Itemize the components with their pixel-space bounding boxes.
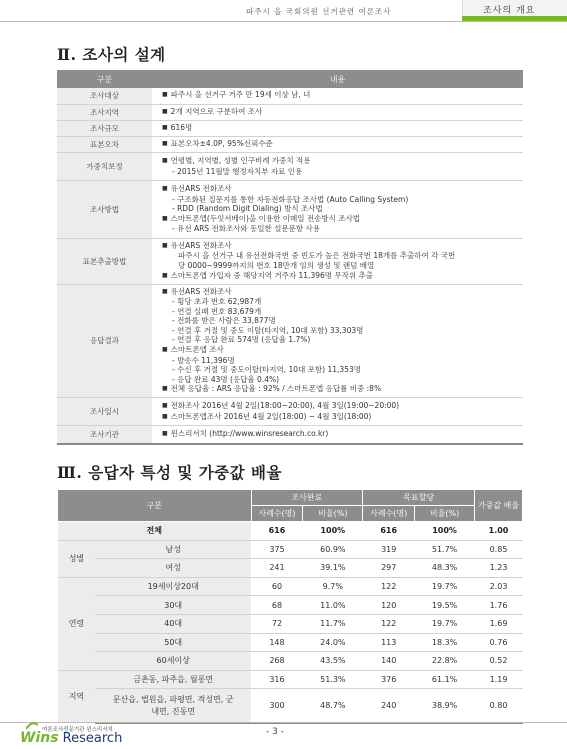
row-label: 50대: [95, 633, 251, 652]
cell: 300: [251, 689, 303, 723]
cell: 122: [363, 577, 415, 596]
row-label: 조사규모: [57, 120, 152, 136]
table-row: [57, 88, 523, 104]
section3-title-text: 응답자 특성 및 가중값 배율: [88, 464, 282, 482]
cell: 22.8%: [415, 652, 475, 671]
cell: 0.52: [475, 652, 523, 671]
logo-caption: 여론조사전문기관 윈스리서치: [42, 727, 113, 733]
content-subline: - 수신 후 거절 및 중도이탈(타지역, 10대 포함) 11,353명: [162, 365, 517, 375]
header-tab-label: 조사의 개요: [483, 6, 536, 16]
content-line: ■ 스마트폰앱(두잇서베이)을 이용한 이메일 전송방식 조사법: [162, 214, 517, 225]
cell: 0.80: [475, 689, 523, 723]
cell: 1.00: [475, 522, 523, 541]
content-line: ■ 유선ARS 전화조사: [162, 241, 517, 252]
content-subline: - 전화를 받은 사람은 33,877명: [162, 316, 517, 326]
done-ratio-header: 비율(%): [303, 506, 363, 522]
row-label: 남성: [95, 540, 251, 559]
row-label: 30대: [95, 596, 251, 615]
cell: 100%: [415, 522, 475, 541]
header-tab: [462, 0, 567, 16]
cell: 376: [363, 670, 415, 689]
cell: 48.7%: [303, 689, 363, 723]
cell: 51.7%: [415, 540, 475, 559]
cell: 43.5%: [303, 652, 363, 671]
row-label: 여성: [95, 559, 251, 578]
cell: 316: [251, 670, 303, 689]
content-subline: - 횡당 초과 번호 62,987개: [162, 297, 517, 307]
content-subline: - 연결 실패 번호 83,679개: [162, 307, 517, 317]
cell: 268: [251, 652, 303, 671]
content-subline: - 유선 ARS 전화조사와 동일한 설문문항 사용: [162, 224, 517, 234]
table-row: [58, 540, 523, 559]
content-line: ■ 파주시 을 선거구 거주 만 19세 이상 남, 녀: [162, 90, 517, 101]
section3-title: [57, 461, 282, 483]
content-line: ■ 스마트폰앱조사 2016년 4월 2일(18:00) ~ 4월 3일(18:00): [162, 412, 517, 423]
group-label: 성별: [58, 540, 96, 577]
row-label: 문산읍, 법원읍, 파평면, 적성면, 군내면, 진동면: [95, 689, 251, 723]
content-line: ■ 2개 지역으로 구분하여 조사: [162, 107, 517, 118]
table-row: [58, 689, 523, 723]
cell: 51.3%: [303, 670, 363, 689]
cell: 240: [363, 689, 415, 723]
table-row: [58, 559, 523, 578]
content-subline: - 구조화된 질문지를 통한 자동전화응답 조사법 (Auto Calling System): [162, 195, 517, 205]
cell: 120: [363, 596, 415, 615]
content-line: ■ 스마트폰앱 가입자 중 해당지역 거주자 11,396명 무작위 추출: [162, 271, 517, 282]
cell: 38.9%: [415, 689, 475, 723]
page-number: - 3 -: [266, 727, 284, 737]
survey-design-table: [57, 70, 523, 445]
cell: 61.1%: [415, 670, 475, 689]
table-row: [57, 238, 523, 284]
cell: 19.7%: [415, 577, 475, 596]
respondent-table: [57, 489, 523, 724]
group-label: 지역: [58, 670, 96, 723]
logo-swoosh-icon: [26, 722, 38, 730]
table-row: [57, 136, 523, 152]
content-subline: 당 0000~9999까지의 번호 18만개 임의 생성 및 랜덤 배열: [178, 261, 375, 270]
table-row: [57, 426, 523, 444]
header-subtitle: 파주시 을 국회의원 선거관련 여론조사: [246, 7, 392, 16]
row-label: 조사방법: [57, 180, 152, 238]
category-header: 구분: [58, 490, 252, 522]
cell: 241: [251, 559, 303, 578]
content-subline: - 발송수 11,396명: [162, 356, 517, 366]
table-row: [57, 120, 523, 136]
cell: 140: [363, 652, 415, 671]
row-label: 조사지역: [57, 104, 152, 120]
content-subline: - 연결 후 응답 완료 574명 (응답율 1.7%): [162, 335, 517, 345]
done-header: 조사완료: [251, 490, 363, 506]
row-label: 가중치보정: [57, 152, 152, 180]
content-line: ■ 스마트폰앱 조사: [162, 345, 517, 356]
cell: 1.69: [475, 614, 523, 633]
cell: 24.0%: [303, 633, 363, 652]
group-label: 연령: [58, 577, 96, 670]
cell: 68: [251, 596, 303, 615]
cell: 48.3%: [415, 559, 475, 578]
content-subline: 파주시 을 선거구 내 유선전화국번 중 빈도가 높은 전화국번 18개를 추출하여 각 국번: [178, 251, 456, 261]
cell: 297: [363, 559, 415, 578]
footer-divider: [0, 722, 567, 723]
cell: 19.7%: [415, 614, 475, 633]
cell: 113: [363, 633, 415, 652]
content-line: ■ 전체 응답율 : ARS 응답율 : 92% / 스마트폰앱 응답률 비중 :8%: [162, 384, 517, 395]
table-row: [58, 652, 523, 671]
cell: 19.5%: [415, 596, 475, 615]
row-label: 조사기관: [57, 426, 152, 444]
logo-research: Research: [58, 731, 123, 746]
cell: 100%: [303, 522, 363, 541]
table-row: [57, 152, 523, 180]
cell: 0.85: [475, 540, 523, 559]
weight-header: 가중값 배율: [475, 490, 523, 522]
header-divider: [0, 21, 567, 22]
cell: 148: [251, 633, 303, 652]
content-subline: - 연결 후 거절 및 중도 이탈(타지역, 10대 포함) 33,303명: [162, 326, 517, 336]
table-row: [58, 596, 523, 615]
section2-numeral: Ⅱ.: [57, 45, 77, 64]
content-line: ■ 윈스리서치 (http://www.winsresearch.co.kr): [162, 429, 517, 440]
row-label: 조사대상: [57, 88, 152, 104]
cell: 616: [363, 522, 415, 541]
section2-title-text: 조사의 설계: [82, 46, 166, 64]
content-line: ■ 연령별, 지역별, 성별 인구비례 가중치 적용: [162, 156, 517, 167]
cell: 18.3%: [415, 633, 475, 652]
table-row: [57, 180, 523, 238]
target-header: 목표할당: [363, 490, 475, 506]
col-category-header: 구분: [57, 70, 152, 88]
cell: 60.9%: [303, 540, 363, 559]
row-label: 표본오차: [57, 136, 152, 152]
table-row: [58, 670, 523, 689]
row-label: 금촌동, 파주읍, 월롱면: [95, 670, 251, 689]
cell: 1.19: [475, 670, 523, 689]
cell: 1.76: [475, 596, 523, 615]
section3-numeral: Ⅲ.: [57, 463, 83, 482]
total-row: [58, 522, 523, 541]
cell: 122: [363, 614, 415, 633]
content-line: ■ 표본오차±4.0P, 95%신뢰수준: [162, 139, 517, 150]
col-content-header: 내용: [152, 70, 523, 88]
cell: 319: [363, 540, 415, 559]
cell: 616: [251, 522, 303, 541]
content-line: ■ 전화조사 2016년 4월 2일(18:00~20:00), 4월 3일(19:00~20:00): [162, 401, 517, 412]
row-label: 19세이상20대: [95, 577, 251, 596]
content-subline: - 2015년 11월말 행정자치부 자료 인용: [162, 167, 517, 177]
done-cases-header: 사례수(명): [251, 506, 303, 522]
cell: 2.03: [475, 577, 523, 596]
content-line: ■ 616명: [162, 123, 517, 134]
section2-title: [57, 43, 166, 65]
content-subline: - 응답 완료 43명 (응답율 0.4%): [162, 375, 517, 385]
cell: 60: [251, 577, 303, 596]
table-row: [58, 577, 523, 596]
row-label: 조사일시: [57, 398, 152, 426]
row-label: 응답결과: [57, 284, 152, 398]
table-row: [58, 633, 523, 652]
cell: 375: [251, 540, 303, 559]
logo-wins: Wins: [20, 730, 59, 746]
wins-research-logo: [20, 730, 122, 746]
target-ratio-header: 비율(%): [415, 506, 475, 522]
row-label: 40대: [95, 614, 251, 633]
cell: 39.1%: [303, 559, 363, 578]
table-row: [57, 284, 523, 398]
total-label: 전체: [58, 522, 252, 541]
target-cases-header: 사례수(명): [363, 506, 415, 522]
cell: 0.76: [475, 633, 523, 652]
cell: 1.23: [475, 559, 523, 578]
table-row: [57, 398, 523, 426]
cell: 9.7%: [303, 577, 363, 596]
cell: 11.0%: [303, 596, 363, 615]
content-line: ■ 유선ARS 전화조사: [162, 184, 517, 195]
cell: 72: [251, 614, 303, 633]
content-line: ■ 유선ARS 전화조사: [162, 287, 517, 298]
table-row: [58, 614, 523, 633]
table-row: [57, 104, 523, 120]
row-label: 60세이상: [95, 652, 251, 671]
row-label: 표본추출방법: [57, 238, 152, 284]
cell: 11.7%: [303, 614, 363, 633]
content-subline: - RDD (Random Digit Dialing) 방식 조사법: [162, 204, 517, 214]
